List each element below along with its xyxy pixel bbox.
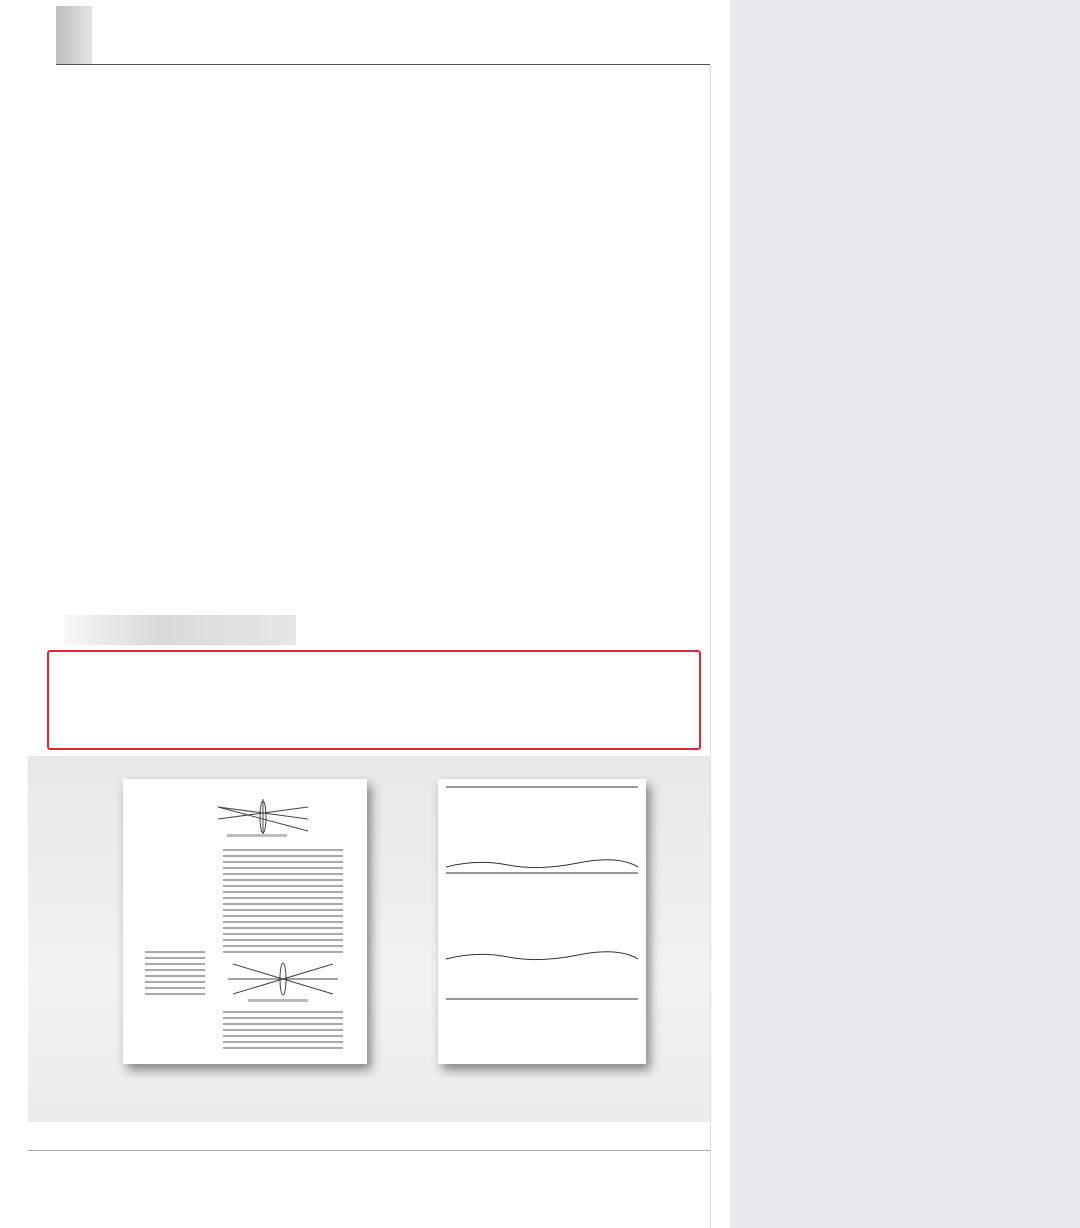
header-shade [56, 6, 92, 64]
section-title-bar [64, 615, 296, 645]
figure-7-9-top-drawing [438, 779, 646, 899]
red-highlight-box [47, 650, 701, 750]
figure-7-8-drawing [123, 779, 367, 1064]
page-right-edge [710, 64, 711, 1228]
page-header [56, 6, 711, 65]
figure-7-9-image [438, 779, 646, 1064]
figure-7-9-bottom-drawing [438, 951, 646, 1011]
figure-area [28, 756, 711, 1122]
figure-7-8-image [123, 779, 367, 1064]
annotation-panel [730, 0, 1080, 1228]
page-bottom-line [28, 1150, 711, 1151]
